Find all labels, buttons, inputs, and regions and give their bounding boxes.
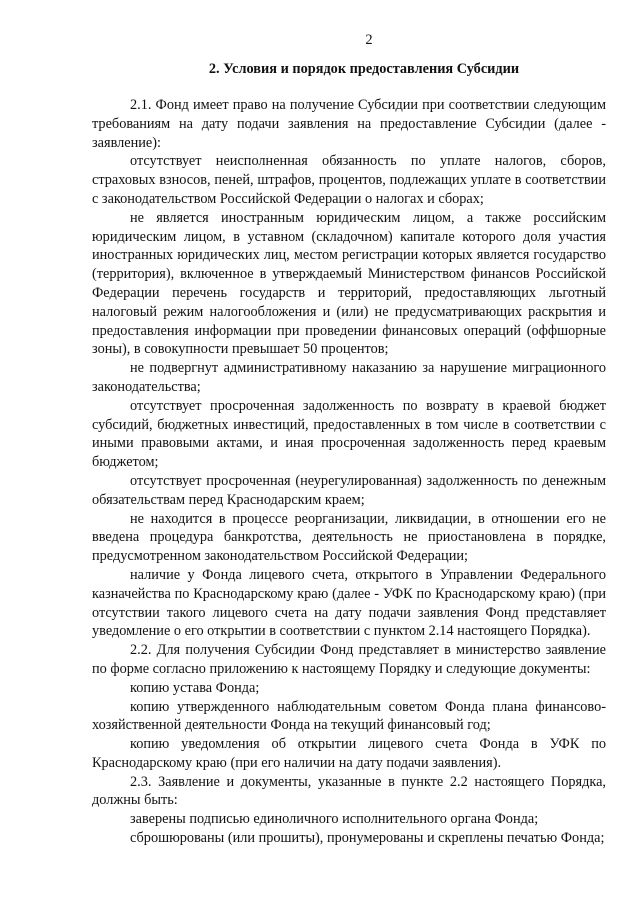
- paragraph-no-budget-debt: отсутствует просроченная задолженность по возврату в краевой бюджет субсидий, бюджетных инвестиций, предоставленных в том числе в соответствии с иными правовыми актами, и иная просроченная задолженность перед краевым бюджетом;: [92, 397, 606, 471]
- paragraph-bound: сброшюрованы (или прошиты), пронумерованы и скреплены печатью Фонда;: [130, 830, 605, 847]
- section-heading: 2. Условия и порядок предоставления Субсидии: [208, 61, 520, 77]
- paragraph-not-foreign-entity: не является иностранным юридическим лицом, а также российским юридическим лицом, в уставном (складочном) капитале которого доля участия иностранных юридических лиц, местом регистрации которых является государство (территория), включенное в утверждаемый Министерством финансов Российской Федерации перечень государств и территорий, предоставляющих льготный налоговый режим налогообложения и (или) не предусматривающих раскрытия и предоставления информации при проведении финансовых операций (оффшорные зоны), в совокупности превышает 50 процентов;: [92, 209, 606, 358]
- page-number: 2: [365, 32, 373, 48]
- paragraph-no-migration-penalty: не подвергнут административному наказанию за нарушение миграционного законодательства;: [92, 360, 606, 395]
- paragraph-plan-copy: копию утвержденного наблюдательным советом Фонда плана финансово-хозяйственной деятельности Фонда на текущий финансовый год;: [92, 698, 606, 734]
- paragraph-notice-copy: копию уведомления об открытии лицевого счета Фонда в УФК по Краснодарскому краю (при его наличии на дату подачи заявления).: [92, 736, 606, 771]
- paragraph-2-3: 2.3. Заявление и документы, указанные в пункте 2.2 настоящего Порядка, должны быть:: [92, 773, 606, 809]
- paragraph-personal-account: наличие у Фонда лицевого счета, открытого в Управлении Федерального казначейства по Краснодарскому краю (далее - УФК по Краснодарскому краю) (при отсутствии такого лицевого счета на дату подачи заявления Фонд представляет уведомление о его открытии в соответствии с пунктом 2.14 настоящего Порядка).: [92, 566, 606, 640]
- paragraph-2-1: 2.1. Фонд имеет право на получение Субсидии при соответствии следующим требованиям на дату подачи заявления на предоставление Субсидии (далее - заявление):: [92, 97, 606, 151]
- paragraph-no-monetary-debt: отсутствует просроченная (неурегулированная) задолженность по денежным обязательствам перед Краснодарским краем;: [92, 472, 606, 508]
- paragraph-no-tax-debt: отсутствует неисполненная обязанность по уплате налогов, сборов, страховых взносов, пеней, штрафов, процентов, подлежащих уплате в соответствии с законодательством Российской Федерации о налогах и сборах;: [92, 153, 606, 207]
- paragraph-2-2: 2.2. Для получения Субсидии Фонд представляет в министерство заявление по форме согласно приложению к настоящему Порядку и следующие документы:: [92, 642, 606, 677]
- paragraph-not-reorganized: не находится в процессе реорганизации, ликвидации, в отношении его не введена процедура банкротства, деятельность не приостановлена в порядке, предусмотренном законодательством Российской Федерации;: [92, 510, 606, 565]
- paragraph-charter-copy: копию устава Фонда;: [130, 679, 260, 696]
- paragraph-signed: заверены подписью единоличного исполнительного органа Фонда;: [130, 811, 539, 828]
